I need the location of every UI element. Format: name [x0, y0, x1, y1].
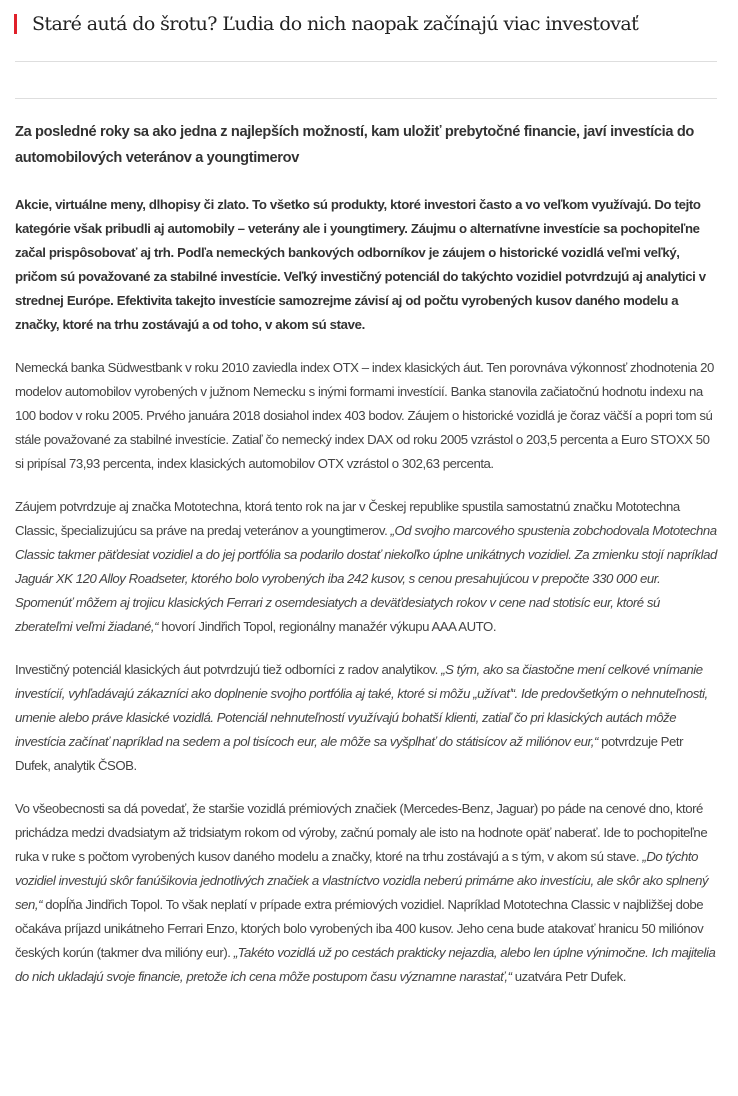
paragraph-text: Záujem potvrdzuje aj značka Mototechna, ktorá tento rok na jar v Českej republike spustila samostatnú značku Mototechna Classic, špecializujúcu sa práve na predaj veteránov a youngtimerov. [15, 499, 680, 538]
paragraph-text: Investičný potenciál klasických áut potvrdzujú tiež odborníci z radov analytikov. [15, 662, 442, 677]
quote-dufek-2: „Takéto vozidlá už po cestách prakticky nejazdia, alebo len úplne výnimočne. Ich majitelia do nich ukladajú svoje financie, pretože ich cena môže postupom času významne narastať,“ [15, 945, 716, 984]
paragraph-text: dopĺňa Jindřich Topol. To však neplatí v prípade extra prémiových vozidiel. Napríklad Mototechna Classic v najbližšej dobe očakáva príjazd unikátneho Ferrari Enzo, ktorých bolo vyrobených iba 400 kusov. Jeho cena bude atakovať hranicu 50 miliónov českých korún (takmer dva milióny eur). [15, 897, 704, 960]
quote-topol-2: „Do týchto vozidiel investujú skôr fanúšikovia jednotlivých značiek a vlastníctvo vozidla neberú primárne ako investíciu, ale skôr ako splnený sen,“ [15, 849, 709, 912]
paragraph-text: potvrdzuje Petr Dufek, analytik ČSOB. [15, 734, 684, 773]
paragraph-analysts [15, 658, 720, 778]
paragraph-mototechna [15, 495, 720, 639]
quote-dufek: „S tým, ako sa čiastočne mení celkové vnímanie investícií, vyhľadávajú zákazníci ako doplnenie svojho portfólia aj také, ktoré si môžu „užívať“. Ide predovšetkým o nehnuteľnosti, umenie alebo práve klasické vozidlá. Potenciál nehnuteľností využívajú bohatší klienti, zatiaľ čo pri klasických autách môže investícia začínať napríklad na sedem a pol tisícoch eur, ale môže sa vyšplhať do státisícov až miliónov eur,“ [15, 662, 708, 749]
article-intro: Akcie, virtuálne meny, dlhopisy či zlato. To všetko sú produkty, ktoré investori často a vo veľkom využívajú. Do tejto kategórie však pribudli aj automobily – veterány ale i youngtimery. Záujmu o alternatívne investície sa pochopiteľne začal prispôsobovať aj trh. Podľa nemeckých bankových odborníkov je záujem o historické vozidlá veľmi veľký, pričom sú považované za stabilné investície. Veľký investičný potenciál do takýchto vozidiel potvrdzujú aj analytici v strednej Európe. Efektivita takejto investície samozrejme závisí aj od počtu vyrobených kusov daného modelu a značky, ktoré na trhu zostávajú a od toho, v akom sú stave. [15, 197, 706, 332]
paragraph-premium-brands [15, 797, 720, 989]
article-body [15, 119, 720, 1008]
article-title: Staré autá do šrotu? Ľudia do nich naopak začínajú viac investovať [32, 13, 639, 35]
paragraph-text: hovorí Jindřich Topol, regionálny manažér výkupu AAA AUTO. [158, 619, 497, 634]
article-header [14, 12, 638, 36]
paragraph-text: uzatvára Petr Dufek. [511, 969, 626, 984]
paragraph-text: Vo všeobecnosti sa dá povedať, že staršie vozidlá prémiových značiek (Mercedes-Benz, Jaguar) po páde na cenové dno, ktoré prichádza medzi dvadsiatym až tridsiatym rokom od výroby, začnú pomaly ale isto na hodnote opäť naberať. Ide to pochopiteľne ruka v ruke s počtom vyrobených kusov daného modelu a značky, ktoré na trhu zostávajú a s tým, v akom sú stave. [15, 801, 708, 864]
paragraph-otx-index: Nemecká banka Südwestbank v roku 2010 zaviedla index OTX – index klasických áut. Ten porovnáva výkonnosť zhodnotenia 20 modelov automobilov vyrobených v južnom Nemecku s inými formami investícií. Banka stanovila začiatočnú hodnotu indexu na 100 bodov v roku 2005. Prvého januára 2018 dosiahol index 403 bodov. Záujem o historické vozidlá je čoraz väčší a popri tom sú stále považované za stabilné investície. Zatiaľ čo nemecký index DAX od roku 2005 vzrástol o 203,5 percenta a Euro STOXX 50 si pripísal 73,93 percenta, index klasických automobilov OTX vzrástol o 302,63 percenta. [15, 360, 714, 471]
divider-top [15, 61, 717, 62]
article-lead: Za posledné roky sa ako jedna z najlepších možností, kam uložiť prebytočné financie, javí investícia do automobilových veteránov a youngtimerov [15, 124, 694, 166]
title-accent-bar [14, 14, 17, 34]
divider-bottom [15, 98, 717, 99]
quote-topol: „Od svojho marcového spustenia zobchodovala Mototechna Classic takmer päťdesiat vozidiel a do jej portfólia sa podarilo dostať niekoľko úplne unikátnych vozidiel. Za zmienku stojí napríklad Jaguár XK 120 Alloy Roadseter, ktorého bolo vyrobených iba 242 kusov, s cenou presahujúcou v prepočte 330 000 eur. Spomenúť môžem aj trojicu klasických Ferrari z osemdesiatych a deväťdesiatych rokov v cene nad stotisíc eur, ktoré sú zberateľmi veľmi žiadané,“ [15, 523, 717, 634]
